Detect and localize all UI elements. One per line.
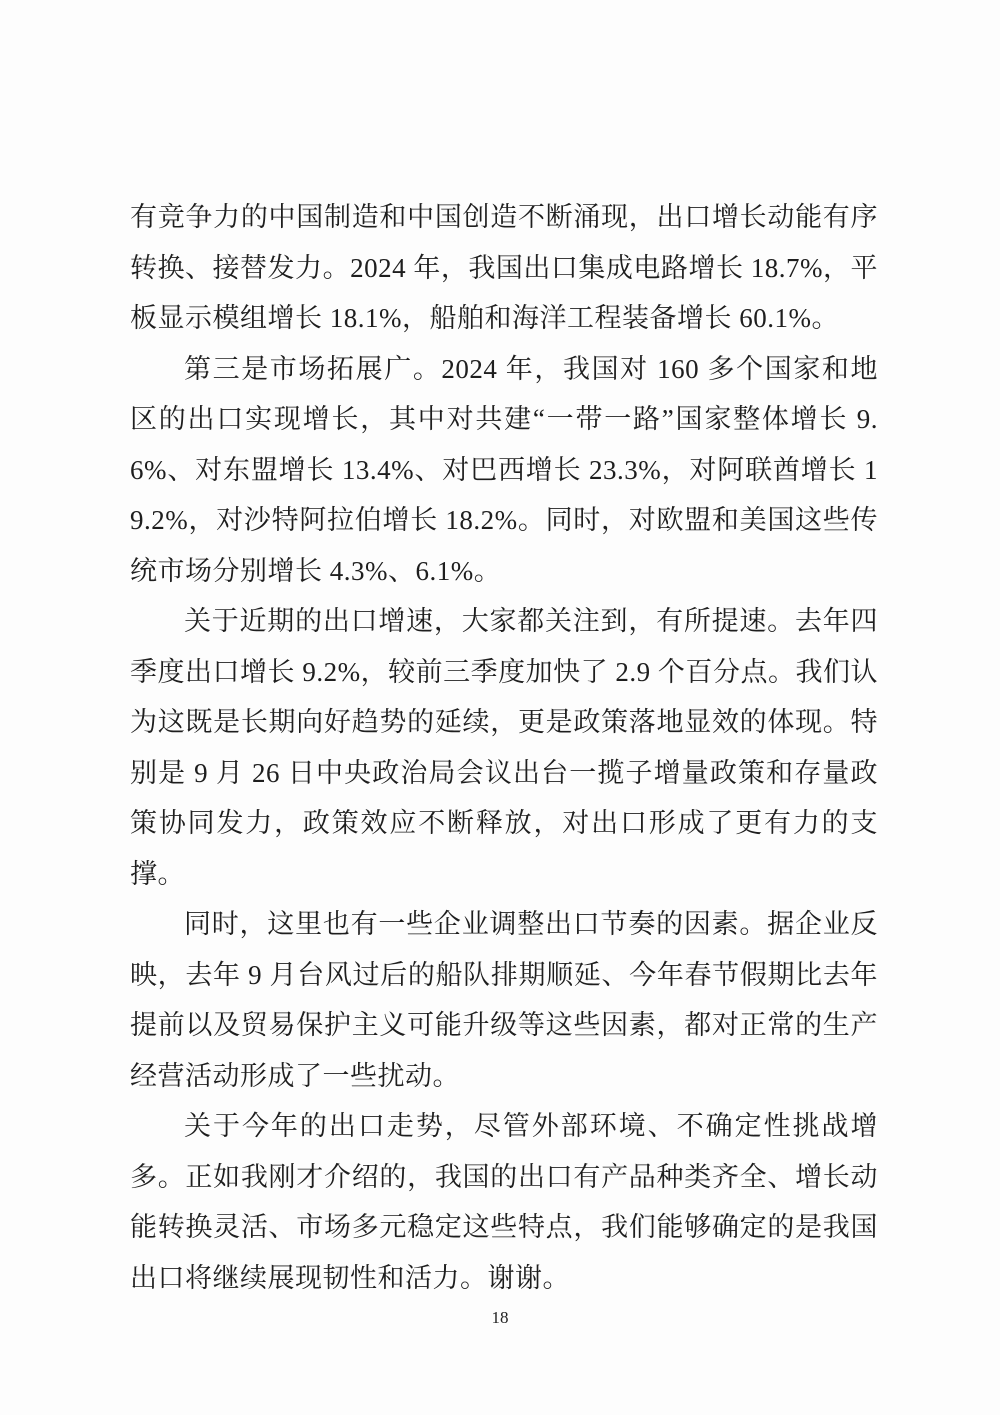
paragraph-recent-export-growth: 关于近期的出口增速，大家都关注到，有所提速。去年四季度出口增长 9.2%，较前三季度加快了 2.9 个百分点。我们认为这既是长期向好趋势的延续，更是政策落地显效的体现。特别是 9 月 26 日中央政治局会议出台一揽子增量政策和存量政策协同发力，政策效应不断释放，对出口形成了更有力的支撑。 <box>130 606 878 889</box>
paragraph-market-expansion: 第三是市场拓展广。2024 年，我国对 160 多个国家和地区的出口实现增长，其中对共建“一带一路”国家整体增长 9.6%、对东盟增长 13.4%、对巴西增长 23.3%，对阿联酋增长 19.2%，对沙特阿拉伯增长 18.2%。同时，对欧盟和美国这些传统市场分别增长 4.3%、6.1%。 <box>130 353 878 586</box>
document-body <box>130 192 878 1303</box>
paragraph-continuation: 有竞争力的中国制造和中国创造不断涌现，出口增长动能有序转换、接替发力。2024 年，我国出口集成电路增长 18.7%，平板显示模组增长 18.1%，船舶和海洋工程装备增长 60.1%。 <box>130 202 878 333</box>
paragraph-enterprise-factors: 同时，这里也有一些企业调整出口节奏的因素。据企业反映，去年 9 月台风过后的船队排期顺延、今年春节假期比去年提前以及贸易保护主义可能升级等这些因素，都对正常的生产经营活动形成了一些扰动。 <box>130 909 878 1091</box>
page-number: 18 <box>491 1308 509 1327</box>
paragraph-outlook: 关于今年的出口走势，尽管外部环境、不确定性挑战增多。正如我刚才介绍的，我国的出口有产品种类齐全、增长动能转换灵活、市场多元稳定这些特点，我们能够确定的是我国出口将继续展现韧性和活力。谢谢。 <box>130 1111 878 1293</box>
